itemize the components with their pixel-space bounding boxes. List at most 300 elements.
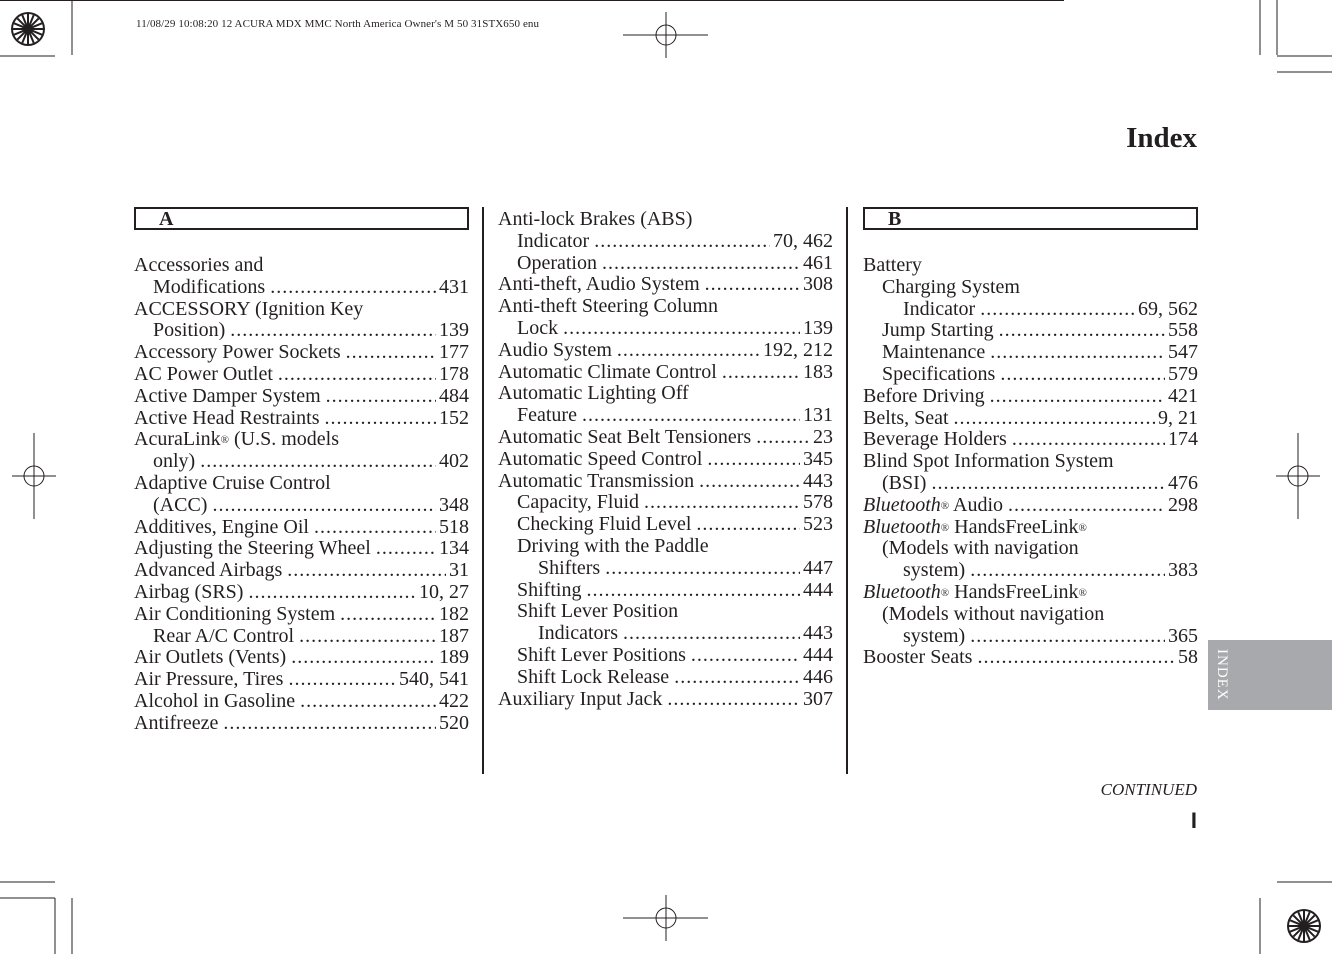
index-entry xyxy=(134,299,469,321)
registered-mark: ® xyxy=(940,521,950,534)
dot-leader xyxy=(288,669,396,691)
entry-term xyxy=(134,691,295,713)
dot-leader xyxy=(278,364,436,386)
entry-term-text: Shifting xyxy=(517,578,582,601)
entry-term-text: Bluetooth xyxy=(863,580,941,603)
index-entry[interactable] xyxy=(498,689,833,711)
page-reference[interactable]: 402 xyxy=(439,450,469,473)
page-reference[interactable]: 345 xyxy=(803,447,833,470)
entry-term-text: Bluetooth xyxy=(863,515,941,538)
entry-term xyxy=(538,623,618,645)
dot-leader xyxy=(691,645,800,667)
entry-term xyxy=(882,473,926,495)
entry-term-text: Automatic Lighting Off xyxy=(498,382,689,405)
dot-leader xyxy=(586,580,800,602)
dot-leader xyxy=(674,667,800,689)
entry-term-suffix: HandsFreeLink xyxy=(949,580,1079,603)
entry-term-text: Shift Lock Release xyxy=(517,665,670,688)
entry-term xyxy=(498,296,718,318)
index-entry[interactable] xyxy=(863,364,1198,386)
entry-term xyxy=(517,645,686,667)
page-reference[interactable]: 348 xyxy=(439,493,469,516)
index-entry[interactable] xyxy=(134,582,469,604)
entry-term xyxy=(882,538,1079,560)
dot-leader xyxy=(200,451,436,473)
dot-leader xyxy=(970,626,1165,648)
dot-leader xyxy=(1000,364,1165,386)
print-metadata: 11/08/29 10:08:20 12 ACURA MDX MMC North America Owner's M 50 31STX650 enu xyxy=(136,18,540,30)
page-reference[interactable]: 518 xyxy=(439,515,469,538)
index-entry[interactable] xyxy=(498,253,833,275)
page-reference[interactable]: 187 xyxy=(439,624,469,647)
page-reference[interactable]: 298 xyxy=(1168,493,1198,516)
registered-mark: ® xyxy=(940,586,950,599)
dot-leader xyxy=(990,386,1165,408)
index-entry xyxy=(498,209,833,231)
page-reference[interactable]: 447 xyxy=(803,556,833,579)
entry-term-text: Lock xyxy=(517,316,559,339)
entry-term-text: Checking Fluid Level xyxy=(517,513,692,536)
index-entry[interactable] xyxy=(134,691,469,713)
entry-term xyxy=(882,320,994,342)
index-entry[interactable] xyxy=(134,342,469,364)
entry-term xyxy=(134,342,341,364)
index-entry[interactable] xyxy=(134,320,469,342)
index-entry xyxy=(863,451,1198,473)
index-entry[interactable] xyxy=(134,517,469,539)
entry-term xyxy=(134,386,321,408)
entry-term xyxy=(498,340,612,362)
index-entry[interactable] xyxy=(498,580,833,602)
index-entry xyxy=(863,277,1198,299)
entry-term xyxy=(498,427,751,449)
page-reference[interactable]: 383 xyxy=(1168,559,1198,582)
entry-term-text: Alcohol in Gasoline xyxy=(134,689,296,712)
entry-term xyxy=(863,451,1114,473)
entry-term xyxy=(153,626,294,648)
entry-term xyxy=(882,604,1104,626)
entry-term xyxy=(863,408,949,430)
index-entry xyxy=(498,536,833,558)
index-entry xyxy=(863,255,1198,277)
page-reference[interactable]: 540, 541 xyxy=(399,668,469,691)
index-entry[interactable] xyxy=(134,408,469,430)
entry-term xyxy=(134,713,218,735)
index-entry[interactable] xyxy=(134,560,469,582)
entry-term-text: Auxiliary Input Jack xyxy=(498,687,663,710)
dot-leader xyxy=(617,340,760,362)
dot-leader xyxy=(696,514,800,536)
dot-leader xyxy=(376,538,436,560)
dot-leader xyxy=(623,623,800,645)
page-reference[interactable]: 579 xyxy=(1168,362,1198,385)
entry-term xyxy=(134,669,283,691)
page-reference[interactable]: 307 xyxy=(803,687,833,710)
index-entry[interactable] xyxy=(863,342,1198,364)
entry-term-text: system) xyxy=(903,559,966,582)
entry-term xyxy=(903,560,965,582)
dot-leader xyxy=(644,492,800,514)
entry-term-text: Specifications xyxy=(882,362,996,385)
entry-term xyxy=(134,408,320,430)
dot-leader xyxy=(667,689,800,711)
entry-term-text: Air Outlets (Vents) xyxy=(134,646,287,669)
page-reference[interactable]: 189 xyxy=(439,646,469,669)
entry-term-text: Belts, Seat xyxy=(863,406,949,429)
entry-term-text: Indicators xyxy=(538,622,618,645)
entry-term-text: Booster Seats xyxy=(863,646,973,669)
dot-leader xyxy=(230,320,436,342)
entry-term-text: Air Conditioning System xyxy=(134,602,336,625)
entry-term-text: Indicator xyxy=(517,229,590,252)
entry-term-text: Beverage Holders xyxy=(863,428,1007,451)
page-reference[interactable]: 9, 21 xyxy=(1158,406,1198,429)
entry-term-text: Adjusting the Steering Wheel xyxy=(134,537,371,560)
entry-term xyxy=(517,667,669,689)
index-side-tab-label: INDEX xyxy=(1214,649,1230,701)
entry-term xyxy=(153,320,225,342)
index-entry[interactable] xyxy=(498,340,833,362)
index-entry[interactable] xyxy=(134,364,469,386)
column-divider xyxy=(846,207,848,774)
dot-leader xyxy=(291,647,436,669)
entry-term-text: Jump Starting xyxy=(882,319,994,342)
index-entry[interactable] xyxy=(498,274,833,296)
entry-term xyxy=(903,626,965,648)
section-letter-b: B xyxy=(863,207,1198,230)
entry-term xyxy=(153,495,207,517)
index-column-a-continued xyxy=(498,209,833,710)
entry-term-text: Adaptive Cruise Control xyxy=(134,471,331,494)
registered-mark: ® xyxy=(220,434,229,447)
page-reference[interactable]: 182 xyxy=(439,602,469,625)
index-entry[interactable] xyxy=(498,405,833,427)
index-entry[interactable] xyxy=(134,669,469,691)
page-reference[interactable]: 365 xyxy=(1168,624,1198,647)
index-entry[interactable] xyxy=(498,623,833,645)
index-entry[interactable] xyxy=(863,647,1198,669)
index-entry[interactable] xyxy=(498,362,833,384)
dot-leader xyxy=(326,386,436,408)
entry-term-suffix: (U.S. models xyxy=(229,428,339,451)
dot-leader xyxy=(563,318,800,340)
index-entry xyxy=(498,296,833,318)
entry-term-text: Shifters xyxy=(538,556,601,579)
entry-term-text: Accessories and xyxy=(134,254,264,276)
entry-term xyxy=(517,405,577,427)
entry-term-text: Capacity, Fluid xyxy=(517,491,640,514)
index-entry[interactable] xyxy=(498,231,833,253)
index-entry[interactable] xyxy=(498,667,833,689)
entry-term-text: Bluetooth xyxy=(863,493,941,516)
entry-term-text: Before Driving xyxy=(863,384,985,407)
index-entry[interactable] xyxy=(863,408,1198,430)
entry-term-text: Shift Lever Positions xyxy=(517,643,686,666)
page-reference[interactable]: 443 xyxy=(803,622,833,645)
entry-term-text: Rear A/C Control xyxy=(153,624,295,647)
index-entry xyxy=(498,601,833,623)
entry-term xyxy=(882,342,985,364)
entry-term xyxy=(134,604,335,626)
entry-term-text: (ACC) xyxy=(153,493,208,516)
index-entry[interactable] xyxy=(863,299,1198,321)
dot-leader xyxy=(699,471,800,493)
entry-term-text: Driving with the Paddle xyxy=(517,534,709,557)
index-entry[interactable] xyxy=(863,386,1198,408)
entry-term-text: Active Damper System xyxy=(134,384,321,407)
dot-leader xyxy=(931,473,1165,495)
page-reference[interactable]: 461 xyxy=(803,251,833,274)
entry-term-text: Position) xyxy=(153,319,226,342)
entry-term xyxy=(517,231,589,253)
page-reference[interactable]: 520 xyxy=(439,711,469,734)
entry-term xyxy=(498,383,689,405)
entry-term-text: ACCESSORY (Ignition Key xyxy=(134,297,364,320)
page-reference[interactable]: 547 xyxy=(1168,341,1198,364)
entry-term-text: Automatic Climate Control xyxy=(498,360,717,383)
dot-leader xyxy=(999,320,1165,342)
index-entry[interactable] xyxy=(498,514,833,536)
page-reference[interactable]: 578 xyxy=(803,491,833,514)
entry-term-text: Additives, Engine Oil xyxy=(134,515,309,538)
index-entry[interactable] xyxy=(863,473,1198,495)
page-reference[interactable]: 446 xyxy=(803,665,833,688)
index-entry[interactable] xyxy=(498,471,833,493)
index-entry xyxy=(863,538,1198,560)
index-entry[interactable] xyxy=(134,538,469,560)
entry-term xyxy=(134,560,282,582)
entry-term-text: Active Head Restraints xyxy=(134,406,320,429)
page-reference[interactable]: 443 xyxy=(803,469,833,492)
page-reference[interactable]: 174 xyxy=(1168,428,1198,451)
page-reference[interactable]: 31 xyxy=(449,559,469,582)
entry-term xyxy=(863,429,1007,451)
page-reference[interactable]: 476 xyxy=(1168,471,1198,494)
entry-term-text: Shift Lever Position xyxy=(517,600,679,623)
registered-mark: ® xyxy=(940,499,950,512)
index-entry[interactable] xyxy=(498,645,833,667)
entry-term-text: (BSI) xyxy=(882,471,927,494)
dot-leader xyxy=(722,362,800,384)
index-entry xyxy=(134,429,469,451)
dot-leader xyxy=(970,560,1165,582)
index-entry[interactable] xyxy=(134,386,469,408)
dot-leader xyxy=(605,558,800,580)
entry-term-text: Battery xyxy=(863,254,922,276)
page-reference[interactable]: 183 xyxy=(803,360,833,383)
index-entry[interactable] xyxy=(134,451,469,473)
entry-term-text: Feature xyxy=(517,404,577,427)
registered-mark: ® xyxy=(1078,586,1087,599)
entry-term-text: Anti-theft, Audio System xyxy=(498,273,700,296)
index-column-a xyxy=(134,207,469,735)
entry-term xyxy=(134,429,339,451)
entry-term-text: Automatic Speed Control xyxy=(498,447,703,470)
page-reference[interactable]: 139 xyxy=(803,316,833,339)
entry-term xyxy=(153,277,265,299)
entry-list xyxy=(134,255,469,735)
entry-term-text: Audio System xyxy=(498,338,612,361)
page-reference[interactable]: 444 xyxy=(803,643,833,666)
page-reference[interactable]: 131 xyxy=(803,404,833,427)
entry-term-text: Airbag (SRS) xyxy=(134,580,244,603)
dot-leader xyxy=(705,274,800,296)
index-entry[interactable] xyxy=(863,626,1198,648)
index-entry xyxy=(134,255,469,277)
entry-term-text: AC Power Outlet xyxy=(134,362,273,385)
entry-term xyxy=(863,582,1087,604)
entry-term xyxy=(517,492,639,514)
entry-term xyxy=(134,582,243,604)
entry-term xyxy=(134,299,363,321)
entry-term xyxy=(498,471,694,493)
index-entry xyxy=(863,517,1198,539)
entry-term-text: (Models without navigation xyxy=(882,602,1105,625)
page-reference[interactable]: 70, 462 xyxy=(773,229,833,252)
entry-term-text: Anti-lock Brakes (ABS) xyxy=(498,208,693,230)
page-reference[interactable]: 444 xyxy=(803,578,833,601)
dot-leader xyxy=(977,647,1175,669)
index-entry[interactable] xyxy=(498,427,833,449)
index-entry[interactable] xyxy=(134,277,469,299)
index-entry[interactable] xyxy=(134,495,469,517)
entry-term xyxy=(134,364,273,386)
index-entry[interactable] xyxy=(134,647,469,669)
dot-leader xyxy=(980,299,1135,321)
index-entry xyxy=(863,582,1198,604)
index-entry[interactable] xyxy=(498,558,833,580)
entry-term xyxy=(517,514,691,536)
page-reference[interactable]: 58 xyxy=(1178,646,1198,669)
entry-term xyxy=(863,386,985,408)
page-reference[interactable]: 177 xyxy=(439,341,469,364)
page-reference[interactable]: 308 xyxy=(803,273,833,296)
entry-term-text: system) xyxy=(903,624,966,647)
entry-term xyxy=(498,449,702,471)
page-reference[interactable]: 484 xyxy=(439,384,469,407)
page-reference[interactable]: 422 xyxy=(439,689,469,712)
entry-term xyxy=(863,495,1003,517)
page-reference[interactable]: 421 xyxy=(1168,384,1198,407)
dot-leader xyxy=(212,495,436,517)
dot-leader xyxy=(756,427,810,449)
page-reference[interactable]: 192, 212 xyxy=(763,338,833,361)
dot-leader xyxy=(325,408,437,430)
index-entry[interactable] xyxy=(134,626,469,648)
dot-leader xyxy=(299,626,436,648)
dot-leader xyxy=(1012,429,1165,451)
entry-list xyxy=(863,255,1198,669)
entry-term xyxy=(882,364,995,386)
page-reference[interactable]: 69, 562 xyxy=(1138,297,1198,320)
dot-leader xyxy=(248,582,416,604)
column-divider xyxy=(482,207,484,774)
entry-term-text: Indicator xyxy=(903,297,976,320)
index-entry[interactable] xyxy=(498,449,833,471)
registered-mark: ® xyxy=(1078,521,1087,534)
entry-term-text: Antifreeze xyxy=(134,711,219,734)
page-title: Index xyxy=(1126,122,1197,154)
page-reference[interactable]: 10, 27 xyxy=(419,580,469,603)
entry-term xyxy=(903,299,975,321)
entry-term xyxy=(517,253,597,275)
entry-term xyxy=(134,473,331,495)
index-entry[interactable] xyxy=(863,495,1198,517)
entry-term-text: Advanced Airbags xyxy=(134,559,283,582)
entry-term-text: Automatic Transmission xyxy=(498,469,695,492)
index-entry[interactable] xyxy=(134,604,469,626)
dot-leader xyxy=(707,449,800,471)
entry-term xyxy=(134,255,263,277)
entry-term-text: only) xyxy=(153,450,196,473)
entry-term-text: Charging System xyxy=(882,275,1020,298)
index-column-b xyxy=(863,207,1198,669)
index-entry[interactable] xyxy=(863,429,1198,451)
dot-leader xyxy=(346,342,436,364)
page-reference[interactable]: 558 xyxy=(1168,319,1198,342)
dot-leader xyxy=(300,691,436,713)
dot-leader xyxy=(1008,495,1165,517)
page-reference[interactable]: 23 xyxy=(813,425,833,448)
index-entry[interactable] xyxy=(498,318,833,340)
entry-term xyxy=(498,689,662,711)
index-entry xyxy=(863,604,1198,626)
page-reference[interactable]: 523 xyxy=(803,513,833,536)
dot-leader xyxy=(990,342,1165,364)
entry-term xyxy=(153,451,195,473)
dot-leader xyxy=(287,560,446,582)
entry-term-text: Blind Spot Information System xyxy=(863,450,1114,473)
index-entry xyxy=(498,383,833,405)
dot-leader xyxy=(954,408,1155,430)
entry-term xyxy=(498,274,700,296)
dot-leader xyxy=(602,253,800,275)
entry-term-text: Automatic Seat Belt Tensioners xyxy=(498,425,752,448)
entry-list xyxy=(498,209,833,710)
page-reference[interactable]: 139 xyxy=(439,319,469,342)
entry-term xyxy=(863,255,922,277)
entry-term xyxy=(134,647,286,669)
dot-leader xyxy=(270,277,436,299)
entry-term-text: Air Pressure, Tires xyxy=(134,668,284,691)
entry-term xyxy=(517,580,581,602)
index-entry xyxy=(134,473,469,495)
entry-term xyxy=(517,601,678,623)
entry-term xyxy=(517,318,558,340)
page-reference[interactable]: 431 xyxy=(439,275,469,298)
entry-term-suffix: Audio xyxy=(949,493,1004,516)
dot-leader xyxy=(314,517,436,539)
entry-term-text: Modifications xyxy=(153,275,266,298)
entry-term-text: Maintenance xyxy=(882,341,986,364)
page-number: I xyxy=(1190,808,1197,833)
entry-term xyxy=(498,209,692,231)
entry-term xyxy=(498,362,717,384)
dot-leader xyxy=(223,713,436,735)
entry-term-text: Accessory Power Sockets xyxy=(134,341,341,364)
section-letter-a: A xyxy=(134,207,469,230)
index-entry[interactable] xyxy=(863,560,1198,582)
index-entry[interactable] xyxy=(134,713,469,735)
entry-term-text: (Models with navigation xyxy=(882,537,1079,560)
entry-term xyxy=(882,277,1020,299)
entry-term xyxy=(863,517,1087,539)
page-reference[interactable]: 152 xyxy=(439,406,469,429)
page-reference[interactable]: 134 xyxy=(439,537,469,560)
index-entry[interactable] xyxy=(863,320,1198,342)
page-reference[interactable]: 178 xyxy=(439,362,469,385)
index-entry[interactable] xyxy=(498,492,833,514)
